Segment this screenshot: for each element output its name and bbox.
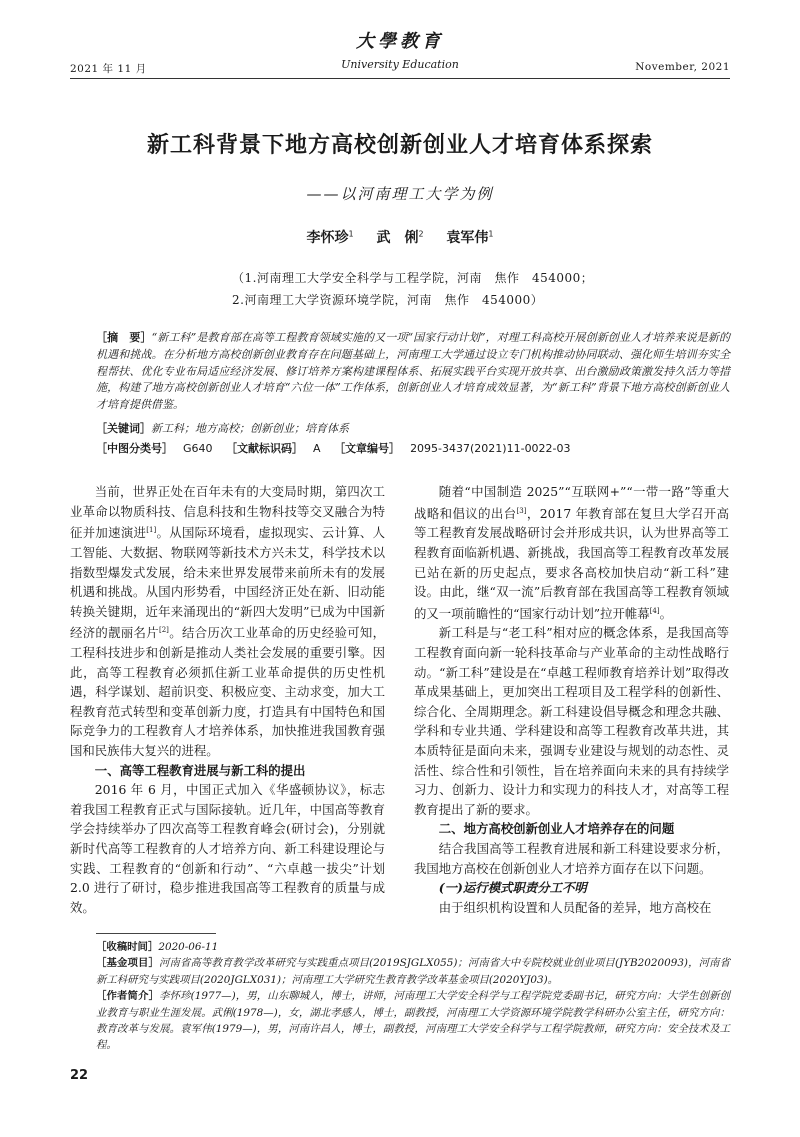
header-rule <box>70 78 730 79</box>
issue-date-en: November, 2021 <box>635 61 730 73</box>
body-column-right <box>414 482 729 917</box>
body-column-left <box>70 482 385 917</box>
doc-code-value: A <box>313 442 321 455</box>
footnotes <box>96 939 730 1054</box>
author <box>306 230 353 246</box>
section-heading: 二、地方高校创新创业人才培养存在的问题 <box>438 821 675 837</box>
article-subtitle: ——以河南理工大学为例 <box>306 185 494 203</box>
keywords-label: ［关键词］ <box>96 422 151 435</box>
doc-code-label: ［文献标识码］ <box>226 442 304 455</box>
author <box>376 230 423 246</box>
subsection-heading: (一)运行模式职责分工不明 <box>438 880 587 896</box>
paragraph: 由于组织机构设置和人员配备的差异，地方高校在 <box>438 899 712 915</box>
footnote-text: 李怀珍(1977—)，男，山东聊城人，博士，讲师，河南理工大学安全科学与工程学院党委副书记，研究方向：大学生创新创业教育与职业生涯发展。武俐(1978—)，女，湖北孝感人，博士，副教授，河南理工大学资源环境学院教学科研办公室主任，研究方向：教育改革与发展。袁军伟(1979—)，男，河南许昌人，博士，副教授，河南理工大学安全科学与工程学院教师，研究方向：安全技术及工程。 <box>96 990 731 1052</box>
keywords-text: 新工科；地方高校；创新创业；培育体系 <box>151 422 349 435</box>
journal-name-en: University Education <box>341 58 459 71</box>
paragraph: 结合我国高等工程教育进展和新工科建设要求分析，我国地方高校在创新创业人才培养方面存在以下问题。 <box>414 840 729 876</box>
clc-label: ［中图分类号］ <box>96 442 173 455</box>
abstract-label: ［摘 要］ <box>96 331 152 344</box>
paragraph: 新工科是与“老工科”相对应的概念体系，是我国高等工程教育面向新一轮科技革命与产业革命的主动性战略行动。“新工科”建设是在“卓越工程师教育培养计划”取得改革成果基础上，更加突出工程项目及工程学科的创新性、综合化、全周期理念。新工科建设倡导概念和理念共融、学科和专业共通、学科建设和高等工程教育改革共进，其本质特征是面向未来，强调专业建设与规划的动态性、灵活性、综合性和引领性，旨在培养面向未来的具有持续学习力、创新力、设计力和实现力的科技人才，对高等工程教育提出了新的要求。 <box>414 625 729 817</box>
article-number-label: ［文章编号］ <box>334 442 401 455</box>
paragraph: 当前，世界正处在百年未有的大变局时期，第四次工业革命以物质科技、信息科技和生物科技等交叉融合为特征并加速演进[1]。从国际环境看，虚拟现实、云计算、人工智能、大数据、物联网等新技术方兴未艾，科学技术以指数型爆发式发展，给未来世界发展带来前所未有的发展机遇和挑战。从国内形势看，中国经济正处在新、旧动能转换关键期，近年来涌现出的“新四大发明”已成为中国新经济的靓丽名片[2]。结合历次工业革命的历史经验可知，工程科技进步和创新是推动人类社会发展的重要引擎。因此，高等工程教育必须抓住新工业革命提供的历史性机遇，科学谋划、超前识变、积极应变、主动求变，加大工程教育范式转型和变革创新力度，打造具有中国特色和国际竞争力的工程教育人才培养体系，加快推进我国教育强国和民族伟大复兴的进程。 <box>70 484 386 758</box>
paragraph: 随着“中国制造 2025”“互联网+”“一带一路”等重大战略和倡议的出台[3]，2017 年教育部在复旦大学召开高等工程教育发展战略研讨会并形成共识，认为世界高等工程教育面临新机遇、新挑战，我国高等工程教育改革发展已站在新的历史起点，要求各高校加快启动“新工科”建设。由此，继“双一流”后教育部在我国高等工程教育领域的又一项前瞻性的“国家行动计划”拉开帷幕[4]。 <box>414 484 729 621</box>
author <box>446 230 493 246</box>
footnote-label: ［收稿时间］ <box>96 941 159 953</box>
footnote-text: 河南省高等教育教学改革研究与实践重点项目(2019SJGLX055)；河南省大中专院校就业创业项目(JYB2020093)，河南省新工科研究与实践项目(2020JGLX031)；河南理工大学研究生教育教学改革基金项目(2020YJ03)。 <box>96 957 730 986</box>
page-number: 22 <box>70 1068 89 1083</box>
article-title: 新工科背景下地方高校创新创业人才培育体系探索 <box>146 133 653 158</box>
footnote <box>96 939 730 955</box>
journal-name-cn: 大學教育 <box>356 31 444 52</box>
keywords <box>96 420 730 436</box>
abstract <box>96 330 730 414</box>
footnote <box>96 955 730 988</box>
author-name: 武 俐 <box>376 230 419 246</box>
footnote-rule <box>96 933 216 934</box>
classification-line <box>96 440 730 456</box>
footnote-text: 2020-06-11 <box>158 941 219 953</box>
author-affil-mark: 1 <box>348 229 354 239</box>
issue-date-cn: 2021 年 11 月 <box>70 63 147 75</box>
paragraph: 2016 年 6 月，中国正式加入《华盛顿协议》，标志着我国工程教育正式与国际接轨。近几年，中国高等教育学会持续举办了四次高等工程教育峰会(研讨会)，分别就新时代高等工程教育的人才培养方向、新工科建设理论与实践、工程教育的“创新和行动”、“六卓越一拔尖”计划 2.0 进行了研讨，稳步推进我国高等工程教育的质量与成效。 <box>70 782 385 915</box>
affiliation-2: 2.河南理工大学资源环境学院，河南 焦作 454000） <box>232 293 544 307</box>
footnote <box>96 988 730 1054</box>
article-number-value: 2095-3437(2021)11-0022-03 <box>410 442 571 455</box>
author-list <box>0 227 800 247</box>
author-affil-mark: 1 <box>488 229 494 239</box>
author-affil-mark: 2 <box>418 229 424 239</box>
footnote-label: ［作者简介］ <box>96 990 160 1003</box>
abstract-text: “新工科”是教育部在高等工程教育领域实施的又一项“国家行动计划”，对理工科高校开展创新创业人才培养来说是新的机遇和挑战。在分析地方高校创新创业教育存在问题基础上，河南理工大学通过设立专门机构推动协同联动、强化师生培训夯实全程帮扶、优化专业布局适应经济发展、修订培养方案构建课程体系、拓展实践平台实现开放共享、出台激励政策激发持久活力等措施，构建了地方高校创新创业人才培育“六位一体”工作体系，创新创业人才培育成效显著，为“新工科”背景下地方高校创新创业人才培育提供借鉴。 <box>96 331 730 412</box>
affiliation-1: （1.河南理工大学安全科学与工程学院，河南 焦作 454000； <box>232 271 594 285</box>
footnote-label: ［基金项目］ <box>96 957 160 970</box>
clc-value: G640 <box>183 442 213 455</box>
section-heading: 一、高等工程教育进展与新工科的提出 <box>94 762 306 778</box>
author-name: 李怀珍 <box>306 230 349 246</box>
author-name: 袁军伟 <box>446 230 489 246</box>
